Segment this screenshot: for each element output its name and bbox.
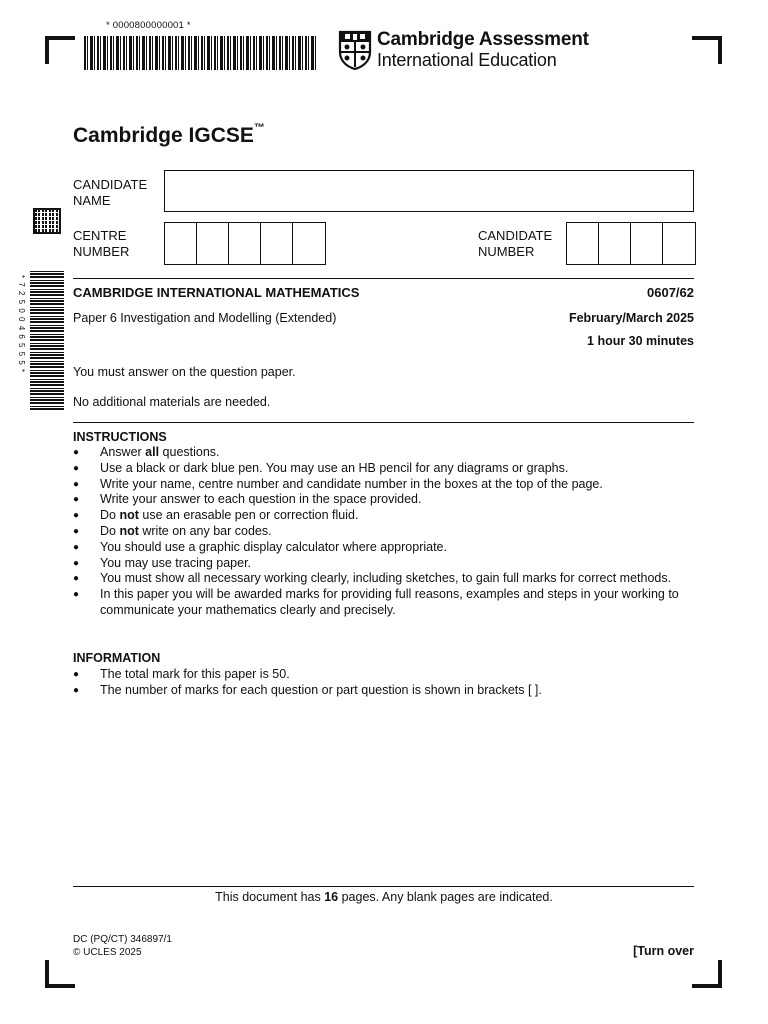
list-item: ● You may use tracing paper. (73, 556, 698, 572)
candidate-number-label-line1: CANDIDATE (478, 228, 553, 243)
centre-number-digit-box[interactable] (197, 223, 229, 264)
side-barcode (30, 270, 64, 410)
logo-line1: Cambridge Assessment (377, 29, 589, 50)
candidate-number-digit-box[interactable] (631, 223, 663, 264)
page-count-note: This document has 16 pages. Any blank pages are indicated. (215, 890, 553, 904)
candidate-name-label (73, 177, 147, 209)
exam-session: February/March 2025 (568, 311, 694, 325)
candidate-number-digit-box[interactable] (663, 223, 695, 264)
candidate-number-label (478, 228, 552, 260)
centre-number-boxes[interactable] (164, 222, 326, 265)
centre-number-label (73, 228, 129, 260)
list-item: ● You should use a graphic display calculator where appropriate. (73, 540, 698, 556)
list-item: ● Do not write on any bar codes. (73, 524, 698, 540)
list-item: ● Write your name, centre number and candidate number in the boxes at the top of the page. (73, 477, 698, 493)
page-count: 16 (324, 890, 339, 904)
candidate-number-digit-box[interactable] (599, 223, 631, 264)
copyright: © UCLES 2025 (73, 946, 142, 958)
centre-number-label-line2: NUMBER (73, 244, 130, 259)
list-item: ● The total mark for this paper is 50. (73, 667, 698, 683)
candidate-number-label-line2: NUMBER (478, 244, 535, 259)
centre-number-digit-box[interactable] (261, 223, 293, 264)
list-item: ● In this paper you will be awarded marks for providing full reasons, examples and steps in your working to communicate your mathematics clearly and precisely. (73, 587, 698, 619)
candidate-name-box[interactable] (164, 170, 694, 212)
turn-over-note: [Turn over (633, 944, 694, 958)
paper-title: Paper 6 Investigation and Modelling (Extended) (73, 311, 337, 325)
candidate-name-label-line2: NAME (73, 193, 111, 208)
centre-number-digit-box[interactable] (293, 223, 325, 264)
list-item: ● You must show all necessary working clearly, including sketches, to gain full marks for correct methods. (73, 571, 698, 587)
subject-title: CAMBRIDGE INTERNATIONAL MATHEMATICS (73, 285, 360, 300)
centre-number-digit-box[interactable] (229, 223, 261, 264)
centre-number-label-line1: CENTRE (73, 228, 127, 243)
list-item: ● Write your answer to each question in the space provided. (73, 492, 698, 508)
candidate-number-digit-box[interactable] (567, 223, 599, 264)
centre-number-digit-box[interactable] (165, 223, 197, 264)
corner-mark-bottom-left (45, 960, 75, 988)
document-code-block (73, 934, 172, 959)
barcode-top (84, 36, 316, 70)
list-item: ● Answer all questions. (73, 445, 698, 461)
corner-mark-top-left (45, 36, 75, 64)
paper-code: 0607/62 (647, 285, 694, 300)
candidate-number-boxes[interactable] (566, 222, 696, 265)
document-code: DC (PQ/CT) 346897/1 (73, 934, 172, 945)
list-item: ● The number of marks for each question or part question is shown in brackets [ ]. (73, 683, 698, 699)
footer-divider (73, 886, 694, 887)
list-item: ● Use a black or dark blue pen. You may use an HB pencil for any diagrams or graphs. (73, 461, 698, 477)
note-answer-on-paper: You must answer on the question paper. (73, 365, 296, 379)
note-materials: No additional materials are needed. (73, 395, 271, 409)
cambridge-logo (338, 30, 589, 70)
corner-mark-bottom-right (692, 960, 722, 988)
divider-top (73, 278, 694, 279)
logo-line2: International Education (377, 50, 557, 70)
barcode-number: * 0000800000001 * (106, 20, 191, 31)
instructions-list (73, 445, 698, 619)
candidate-name-label-line1: CANDIDATE (73, 177, 148, 192)
qualification-name: Cambridge IGCSE (73, 124, 254, 147)
list-item: ● Do not use an erasable pen or correction fluid. (73, 508, 698, 524)
divider-middle (73, 422, 694, 423)
trademark-symbol: ™ (253, 122, 265, 134)
qualification-title (73, 124, 265, 148)
information-list (73, 667, 698, 699)
information-heading: INFORMATION (73, 651, 161, 665)
corner-mark-top-right (692, 36, 722, 64)
crest-icon (338, 30, 372, 70)
instructions-heading: INSTRUCTIONS (73, 430, 167, 444)
exam-duration: 1 hour 30 minutes (587, 334, 694, 348)
qr-code (33, 208, 61, 234)
side-barcode-number: * 7 2 5 0 0 4 6 5 5 5 * (17, 275, 26, 374)
